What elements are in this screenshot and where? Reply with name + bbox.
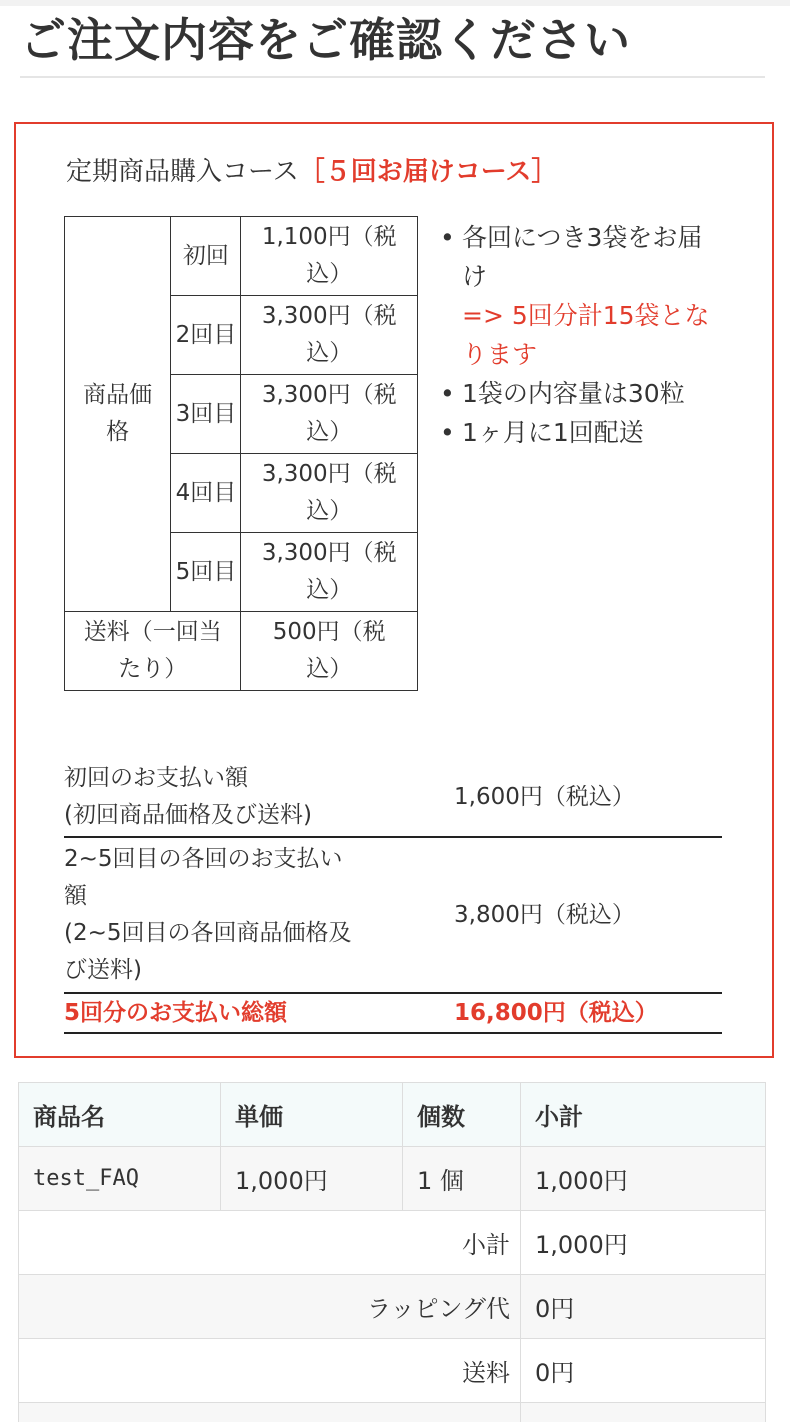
- total-payment-label: 5回分のお支払い総額: [64, 999, 288, 1026]
- title-divider: [20, 76, 765, 78]
- summary-row-subtotal: [19, 1211, 765, 1275]
- cart-table: [18, 1082, 766, 1422]
- total-payment-row: [64, 994, 722, 1034]
- summary-label: 送料: [19, 1339, 521, 1402]
- shipping-row: [65, 612, 418, 691]
- item-unit-price: 1,000円: [221, 1147, 403, 1210]
- summary-row-shipping: [19, 1339, 765, 1403]
- item-quantity: 1 個: [403, 1147, 521, 1210]
- recurring-payment-value: 3,800円（税込）: [454, 901, 635, 928]
- price-table: [64, 216, 418, 691]
- payment-summary: [64, 758, 722, 1034]
- shipping-label: 送料（一回当 たり）: [65, 612, 241, 691]
- course-heading-accent: ［５回お届けコース］: [298, 157, 558, 187]
- summary-label: 小計: [19, 1211, 521, 1274]
- shipping-price: 500円（税 込）: [241, 612, 418, 691]
- course-notes: [436, 218, 756, 452]
- note-total-bags: => 5回分計15袋とな: [462, 301, 710, 330]
- first-payment-row: [64, 758, 722, 838]
- round-label: 3回目: [171, 375, 241, 454]
- header-unit-price: 単価: [221, 1083, 403, 1146]
- summary-value: 0円: [535, 1295, 575, 1323]
- price-row-1: [65, 217, 418, 296]
- summary-row-wrapping: [19, 1275, 765, 1339]
- header-quantity: 個数: [403, 1083, 521, 1146]
- round-label: 4回目: [171, 454, 241, 533]
- item-name: test_FAQ: [19, 1147, 221, 1210]
- round-price: 3,300円（税 込）: [241, 533, 418, 612]
- summary-value: 1,000円: [535, 1231, 628, 1259]
- recurring-payment-row: [64, 838, 722, 994]
- cart-item-row: [19, 1147, 765, 1211]
- header-subtotal: 小計: [535, 1103, 583, 1131]
- summary-row-partial: [19, 1403, 765, 1422]
- round-label: 5回目: [171, 533, 241, 612]
- note-bag-content: • 1袋の内容量は30粒: [436, 374, 756, 413]
- top-bar: [0, 0, 790, 6]
- item-subtotal: 1,000円: [535, 1167, 628, 1195]
- round-price: 3,300円（税 込）: [241, 375, 418, 454]
- round-price: 3,300円（税 込）: [241, 296, 418, 375]
- header-product-name: 商品名: [19, 1083, 221, 1146]
- note-delivery-bags: • 各回につき3袋をお届 け => 5回分計15袋とな ります: [436, 218, 756, 374]
- page-title: ご注文内容をご確認ください: [20, 13, 631, 67]
- first-payment-label: 初回のお支払い額 (初回商品価格及び送料): [64, 765, 312, 828]
- course-heading-prefix: 定期商品購入コース: [66, 157, 299, 187]
- round-price: 3,300円（税 込）: [241, 454, 418, 533]
- cart-header-row: [19, 1083, 765, 1147]
- summary-value: 0円: [535, 1359, 575, 1387]
- round-label: 2回目: [171, 296, 241, 375]
- first-payment-value: 1,600円（税込）: [454, 783, 635, 810]
- recurring-payment-label: 2~5回目の各回のお支払い 額 (2~5回目の各回商品価格及 び送料): [64, 846, 352, 983]
- course-heading: [66, 154, 557, 190]
- product-price-label: 商品価 格: [65, 217, 171, 612]
- summary-label: ラッピング代: [19, 1275, 521, 1338]
- total-payment-value: 16,800円（税込）: [454, 999, 658, 1026]
- round-price: 1,100円（税 込）: [241, 217, 418, 296]
- note-delivery-frequency: • 1ヶ月に1回配送: [436, 413, 756, 452]
- round-label: 初回: [171, 217, 241, 296]
- subscription-course-box: [14, 122, 774, 1058]
